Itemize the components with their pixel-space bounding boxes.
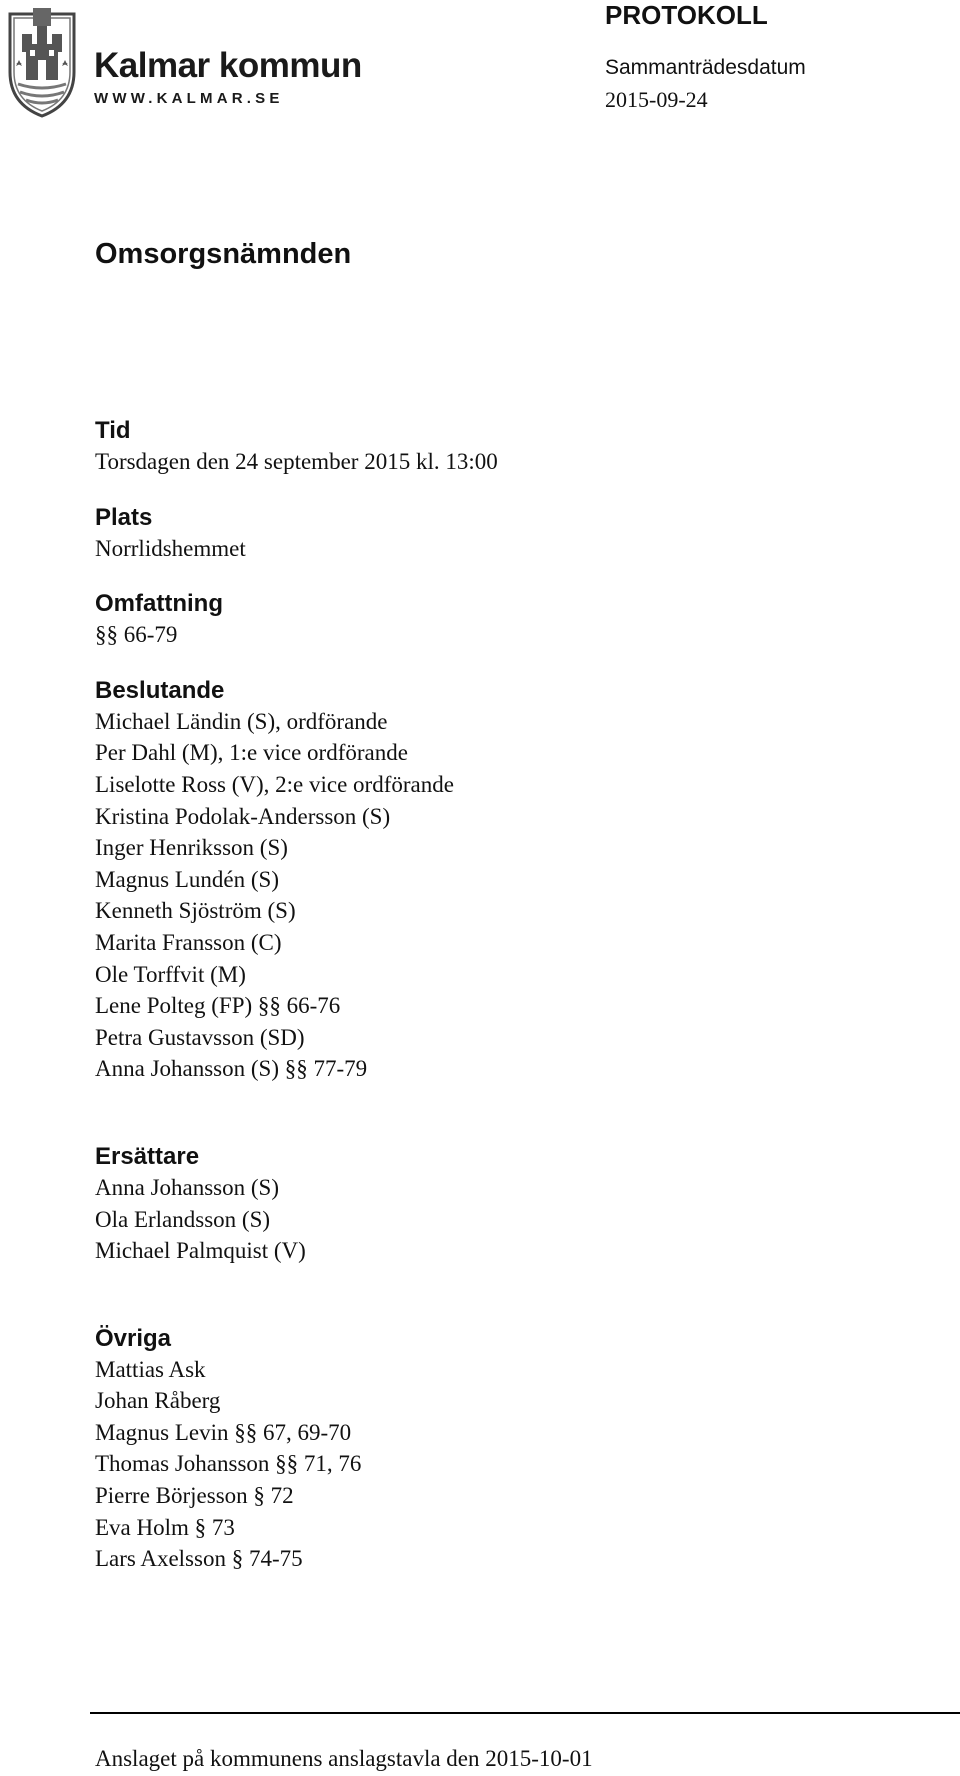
committee-title: Omsorgsnämnden [95,238,352,270]
member-line: Lene Polteg (FP) §§ 66-76 [95,993,341,1019]
meeting-date: 2015-09-24 [605,87,708,112]
paragraph-range: §§ 66-79 [95,622,178,648]
org-url: WWW.KALMAR.SE [94,90,284,107]
member-line: Marita Fransson (C) [95,929,282,955]
member-line: Michael Ländin (S), ordförande [95,708,388,734]
member-line: Magnus Lundén (S) [95,866,279,892]
section-ovriga [95,1323,498,1575]
member-line: Anna Johansson (S) §§ 77-79 [95,1056,368,1082]
document-header [605,0,806,112]
member-line: Eva Holm § 73 [95,1514,235,1540]
member-line: Per Dahl (M), 1:e vice ordförande [95,740,408,766]
document-type: PROTOKOLL [605,0,768,30]
section-omfattning [95,588,498,651]
posting-notice: Anslaget på kommunens anslagstavla den 2015-10-01 [95,1746,593,1771]
protocol-body [95,415,498,1631]
meeting-place: Norrlidshemmet [95,535,246,561]
member-line: Pierre Börjesson § 72 [95,1483,294,1509]
section-beslutande [95,675,498,1085]
org-name: Kalmar kommun [94,46,362,85]
member-line: Kenneth Sjöström (S) [95,898,296,924]
section-ersattare [95,1141,498,1267]
section-title: Tid [95,417,131,444]
section-title: Plats [95,503,153,531]
coat-of-arms-icon [4,4,80,120]
member-line: Mattias Ask [95,1356,206,1382]
kalmar-logo [4,4,384,124]
footer-divider [90,1712,960,1714]
member-line: Johan Råberg [95,1388,221,1414]
member-line: Kristina Podolak-Andersson (S) [95,803,391,829]
section-title: Övriga [95,1324,172,1352]
member-line: Inger Henriksson (S) [95,835,288,861]
section-title: Ersättare [95,1142,200,1170]
member-line: Liselotte Ross (V), 2:e vice ordförande [95,771,454,797]
member-line: Ola Erlandsson (S) [95,1206,271,1232]
member-line: Michael Palmquist (V) [95,1238,306,1264]
section-tid [95,415,498,478]
section-title: Beslutande [95,676,225,704]
member-line: Ole Torffvit (M) [95,961,246,987]
member-line: Thomas Johansson §§ 71, 76 [95,1451,362,1477]
member-line: Magnus Levin §§ 67, 69-70 [95,1419,352,1445]
member-line: Lars Axelsson § 74-75 [95,1546,303,1572]
member-line: Anna Johansson (S) [95,1174,279,1200]
section-plats [95,502,498,565]
section-title: Omfattning [95,590,223,618]
meeting-date-label: Sammanträdesdatum [605,56,806,79]
meeting-time: Torsdagen den 24 september 2015 kl. 13:00 [95,449,498,474]
member-line: Petra Gustavsson (SD) [95,1024,305,1050]
